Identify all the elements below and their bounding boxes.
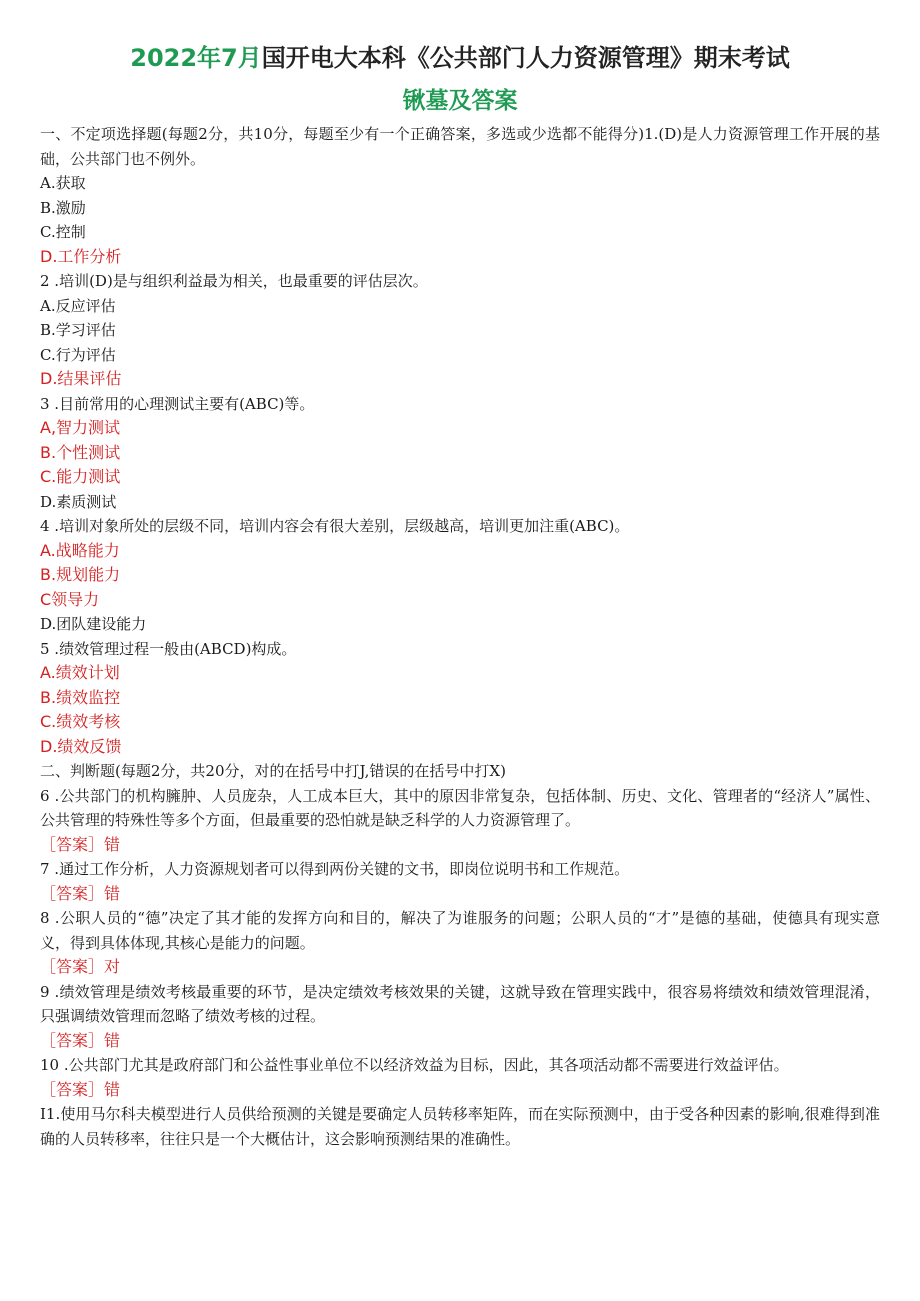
q5-option-c-correct: C.绩效考核 — [40, 712, 121, 731]
q3-option-b-correct: B.个性测试 — [40, 442, 121, 462]
q3-option-c-correct: C.能力测试 — [40, 467, 121, 486]
section2-heading: 二、判断题(每题2分，共20分，对的在括号中打J,错误的在括号中打X) — [40, 762, 506, 780]
q9-answer: ［答案］错 — [40, 1030, 121, 1050]
q2-option-b: B.学习评估 — [40, 321, 116, 339]
q5-option-b-correct: B.绩效监控 — [40, 687, 121, 707]
q1-option-c: C.控制 — [40, 223, 86, 241]
q8-answer: ［答案］对 — [40, 957, 121, 976]
q7-answer: ［答案］错 — [40, 883, 121, 903]
title-date: 2022年7月 — [130, 44, 262, 72]
document-title — [40, 42, 880, 74]
q11-stem: I1.使用马尔科夫模型进行人员供给预测的关键是要确定人员转移率矩阵，而在实际预测中，由于受各种因素的影响,很难得到准确的人员转移率，往往只是一个大概估计，这会影响预测结果的准确性。 — [40, 1105, 880, 1148]
q6-answer: ［答案］错 — [40, 834, 121, 854]
q4-option-a-correct: A.战略能力 — [40, 540, 120, 560]
q6-stem: 6 .公共部门的机构臃肿、人员庞杂，人工成本巨大，其中的原因非常复杂，包括体制、历史、文化、管理者的“经济人”属性、公共管理的特殊性等多个方面，但最重要的恐怕就是缺乏科学的人力资源管理了。 — [40, 786, 880, 829]
q10-stem: 10 .公共部门尤其是政府部门和公益性事业单位不以经济效益为目标，因此，其各项活动都不需要进行效益评估。 — [40, 1056, 789, 1074]
q9-stem: 9 .绩效管理是绩效考核最重要的环节，是决定绩效考核效果的关键，这就导致在管理实践中，很容易将绩效和绩效管理混淆，只强调绩效管理而忽略了绩效考核的过程。 — [40, 982, 880, 1025]
q3-stem: 3 .目前常用的心理测试主要有(ABC)等。 — [40, 394, 315, 413]
q8-stem: 8 .公职人员的“德”决定了其才能的发挥方向和目的，解决了为谁服务的问题；公职人员的“才”是德的基础，使德具有现实意义，得到具体体现,其核心是能力的问题。 — [40, 909, 880, 952]
q1-option-b: B.激励 — [40, 198, 86, 217]
q5-option-a-correct: A.绩效计划 — [40, 663, 120, 682]
q2-option-a: A.反应评估 — [40, 296, 116, 315]
section1-heading-q1: 一、不定项选择题(每题2分，共10分，每题至少有一个正确答案，多选或少选都不能得分)1.(D)是人力资源管理工作开展的基础，公共部门也不例外。 — [40, 125, 880, 168]
q4-option-b-correct: B.规划能力 — [40, 565, 121, 584]
q3-option-a-correct: A,智力测试 — [40, 418, 121, 437]
title-course: 国开电大本科《公共部门人力资源管理》期末考试 — [261, 44, 790, 72]
q2-option-d-correct: D.结果评估 — [40, 369, 122, 388]
q4-option-c-correct: C领导力 — [40, 589, 100, 609]
q5-option-d-correct: D.绩效反馈 — [40, 736, 122, 756]
q2-option-c: C.行为评估 — [40, 345, 116, 364]
q3-option-d: D.素质测试 — [40, 492, 117, 511]
q10-answer: ［答案］错 — [40, 1079, 121, 1099]
q2-stem: 2 .培训(D)是与组织利益最为相关，也最重要的评估层次。 — [40, 272, 428, 290]
document-subtitle: 锹墓及答案 — [402, 88, 518, 114]
q4-stem: 4 .培训对象所处的层级不同，培训内容会有很大差别，层级越高，培训更加注重(ABC)。 — [40, 517, 630, 535]
q5-stem: 5 .绩效管理过程一般由(ABCD)构成。 — [40, 639, 297, 658]
q4-option-d: D.团队建设能力 — [40, 615, 147, 633]
q1-option-d-correct: D.工作分析 — [40, 246, 122, 266]
q1-option-a: A.获取 — [40, 174, 86, 192]
q7-stem: 7 .通过工作分析，人力资源规划者可以得到两份关键的文书，即岗位说明书和工作规范。 — [40, 860, 630, 878]
